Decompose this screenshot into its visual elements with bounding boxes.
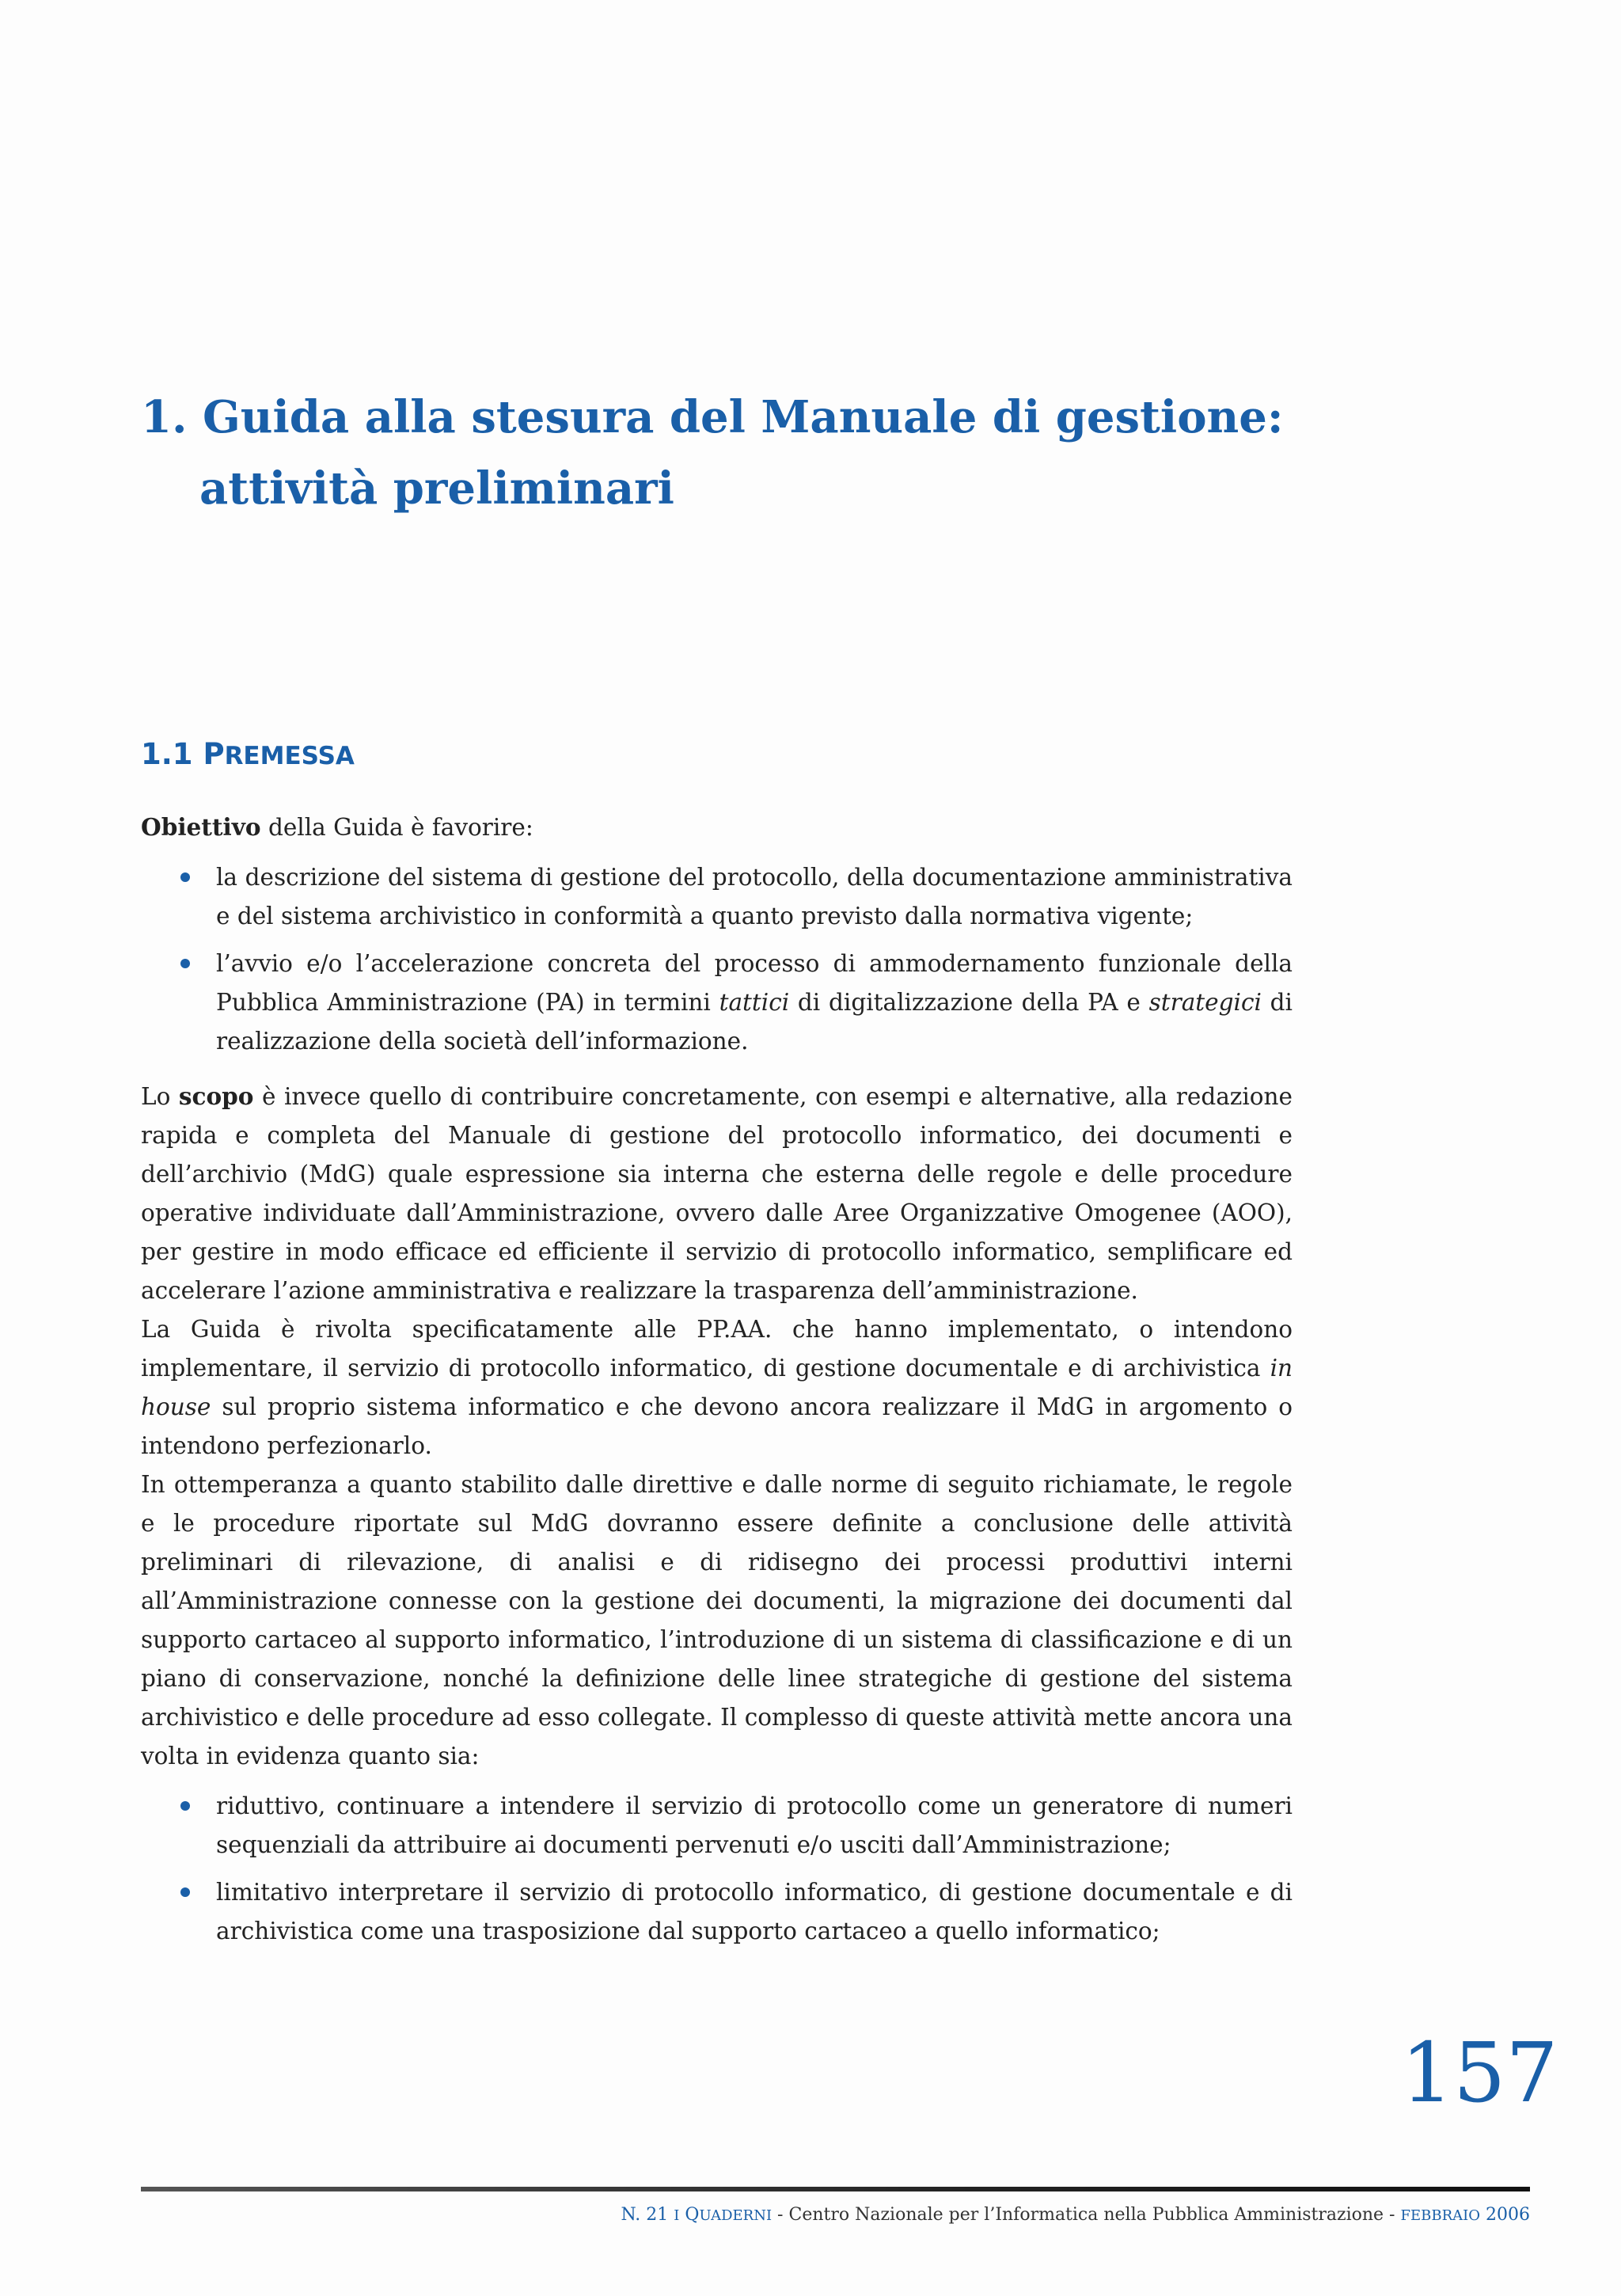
footer-dash: - (772, 2205, 789, 2225)
list-item (141, 1873, 1293, 1951)
footer-year: 2006 (1486, 2205, 1530, 2225)
section-heading (141, 735, 355, 776)
page-footer (396, 2203, 1530, 2229)
intro-bold-term: Obiettivo (141, 813, 261, 841)
list-item (141, 945, 1293, 1061)
audience-paragraph (141, 1310, 1293, 1465)
section-title-initial: P (203, 737, 225, 771)
bullet-icon (180, 1801, 190, 1811)
bullet-icon (180, 872, 190, 882)
list-item (141, 1787, 1293, 1865)
audience-text-part: sul proprio sistema informatico e che devono ancora realizzare il MdG in argomento o intendono perfezionarlo. (141, 1393, 1293, 1459)
scope-bold-term: scopo (178, 1082, 254, 1110)
section-title-rest: REMESSA (224, 742, 355, 770)
footer-issue: N. 21 (621, 2205, 669, 2225)
bullet-icon (180, 1887, 190, 1897)
list-item-text (216, 945, 1293, 1061)
scope-paragraph (141, 1077, 1293, 1310)
list-item (141, 858, 1293, 936)
bullet-icon (180, 959, 190, 968)
intro-paragraph (141, 808, 1293, 847)
list-item-text: la descrizione del sistema di gestione del protocollo, della documentazione amministrativa e del sistema archivistico in conformità a quanto previsto dalla normativa vigente; (216, 864, 1293, 929)
footer-month: FEBBRAIO (1400, 2207, 1480, 2224)
list-item-text: riduttivo, continuare a intendere il servizio di protocollo come un generatore di numeri sequenziali da attribuire ai documenti pervenuti e/o usciti dall’Amministrazione; (216, 1792, 1293, 1858)
chapter-title (141, 382, 1407, 524)
list-item-text-part: di digitalizzazione della PA e (789, 989, 1149, 1016)
footer-publisher: Centro Nazionale per l’Informatica nella Pubblica Amministrazione (788, 2205, 1384, 2225)
audience-text-part: La Guida è rivolta specificatamente alle PP.AA. che hanno implementato, o intendono implementare, il servizio di protocollo informatico, di gestione documentale e di archivistica (141, 1316, 1293, 1382)
italic-term: in house (141, 1355, 1293, 1420)
list-item-text: limitativo interpretare il servizio di protocollo informatico, di gestione documentale e di archivistica come una trasposizione dal supporto cartaceo a quello informatico; (216, 1879, 1293, 1944)
footer-separator: I (674, 2207, 680, 2224)
scope-text: è invece quello di contribuire concretamente, con esempi e alternative, alla redazione rapida e completa del Manuale di gestione del protocollo informatico, dei documenti e dell’archivio (MdG) quale espressione sia interna che esterna delle regole e delle procedure operative individuate dall’Amministrazione, ovvero dalle Aree Organizzative Omogenee (AOO), per gestire in modo efficace ed efficiente il servizio di protocollo informatico, semplificare ed accelerare l’azione amministrativa e realizzare la trasparenza dell’amministrazione. (141, 1083, 1293, 1304)
considerations-list (141, 1787, 1293, 1951)
scope-lead: Lo (141, 1083, 179, 1110)
italic-term: strategici (1148, 989, 1262, 1016)
italic-term: tattici (719, 989, 790, 1016)
chapter-title-line-1: 1. Guida alla stesura del Manuale di gestione: (141, 391, 1284, 443)
objectives-list (141, 858, 1293, 1061)
body-text (141, 808, 1293, 1960)
compliance-paragraph: In ottemperanza a quanto stabilito dalle direttive e dalle norme di seguito richiamate, le regole e le procedure riportate sul MdG dovranno essere definite a conclusione delle attività preliminari di rilevazione, di analisi e di ridisegno dei processi produttivi interni all’Amministrazione connesse con la gestione dei documenti, la migrazione dei documenti dal supporto cartaceo al supporto informatico, l’introduzione di un sistema di classificazione e di un piano di conservazione, nonché la definizione delle linee strategiche di gestione del sistema archivistico e delle procedure ad esso collegate. Il complesso di queste attività mette ancora una volta in evidenza quanto sia: (141, 1471, 1293, 1770)
chapter-title-line-2: attività preliminari (199, 462, 674, 515)
page-number: 157 (1401, 2024, 1558, 2121)
footer-series-initial: Q (685, 2205, 700, 2225)
intro-text: della Guida è favorire: (260, 814, 533, 841)
section-number: 1.1 (141, 737, 193, 771)
footer-divider (141, 2187, 1530, 2191)
list-item-text-part: di realizzazione della società dell’informazione. (216, 989, 1293, 1055)
footer-series-rest: UADERNI (699, 2207, 773, 2224)
list-item-text-part: l’avvio e/o l’accelerazione concreta del processo di ammodernamento funzionale della Pubblica Amministrazione (PA) in termini (216, 950, 1293, 1016)
footer-dash: - (1384, 2205, 1401, 2225)
